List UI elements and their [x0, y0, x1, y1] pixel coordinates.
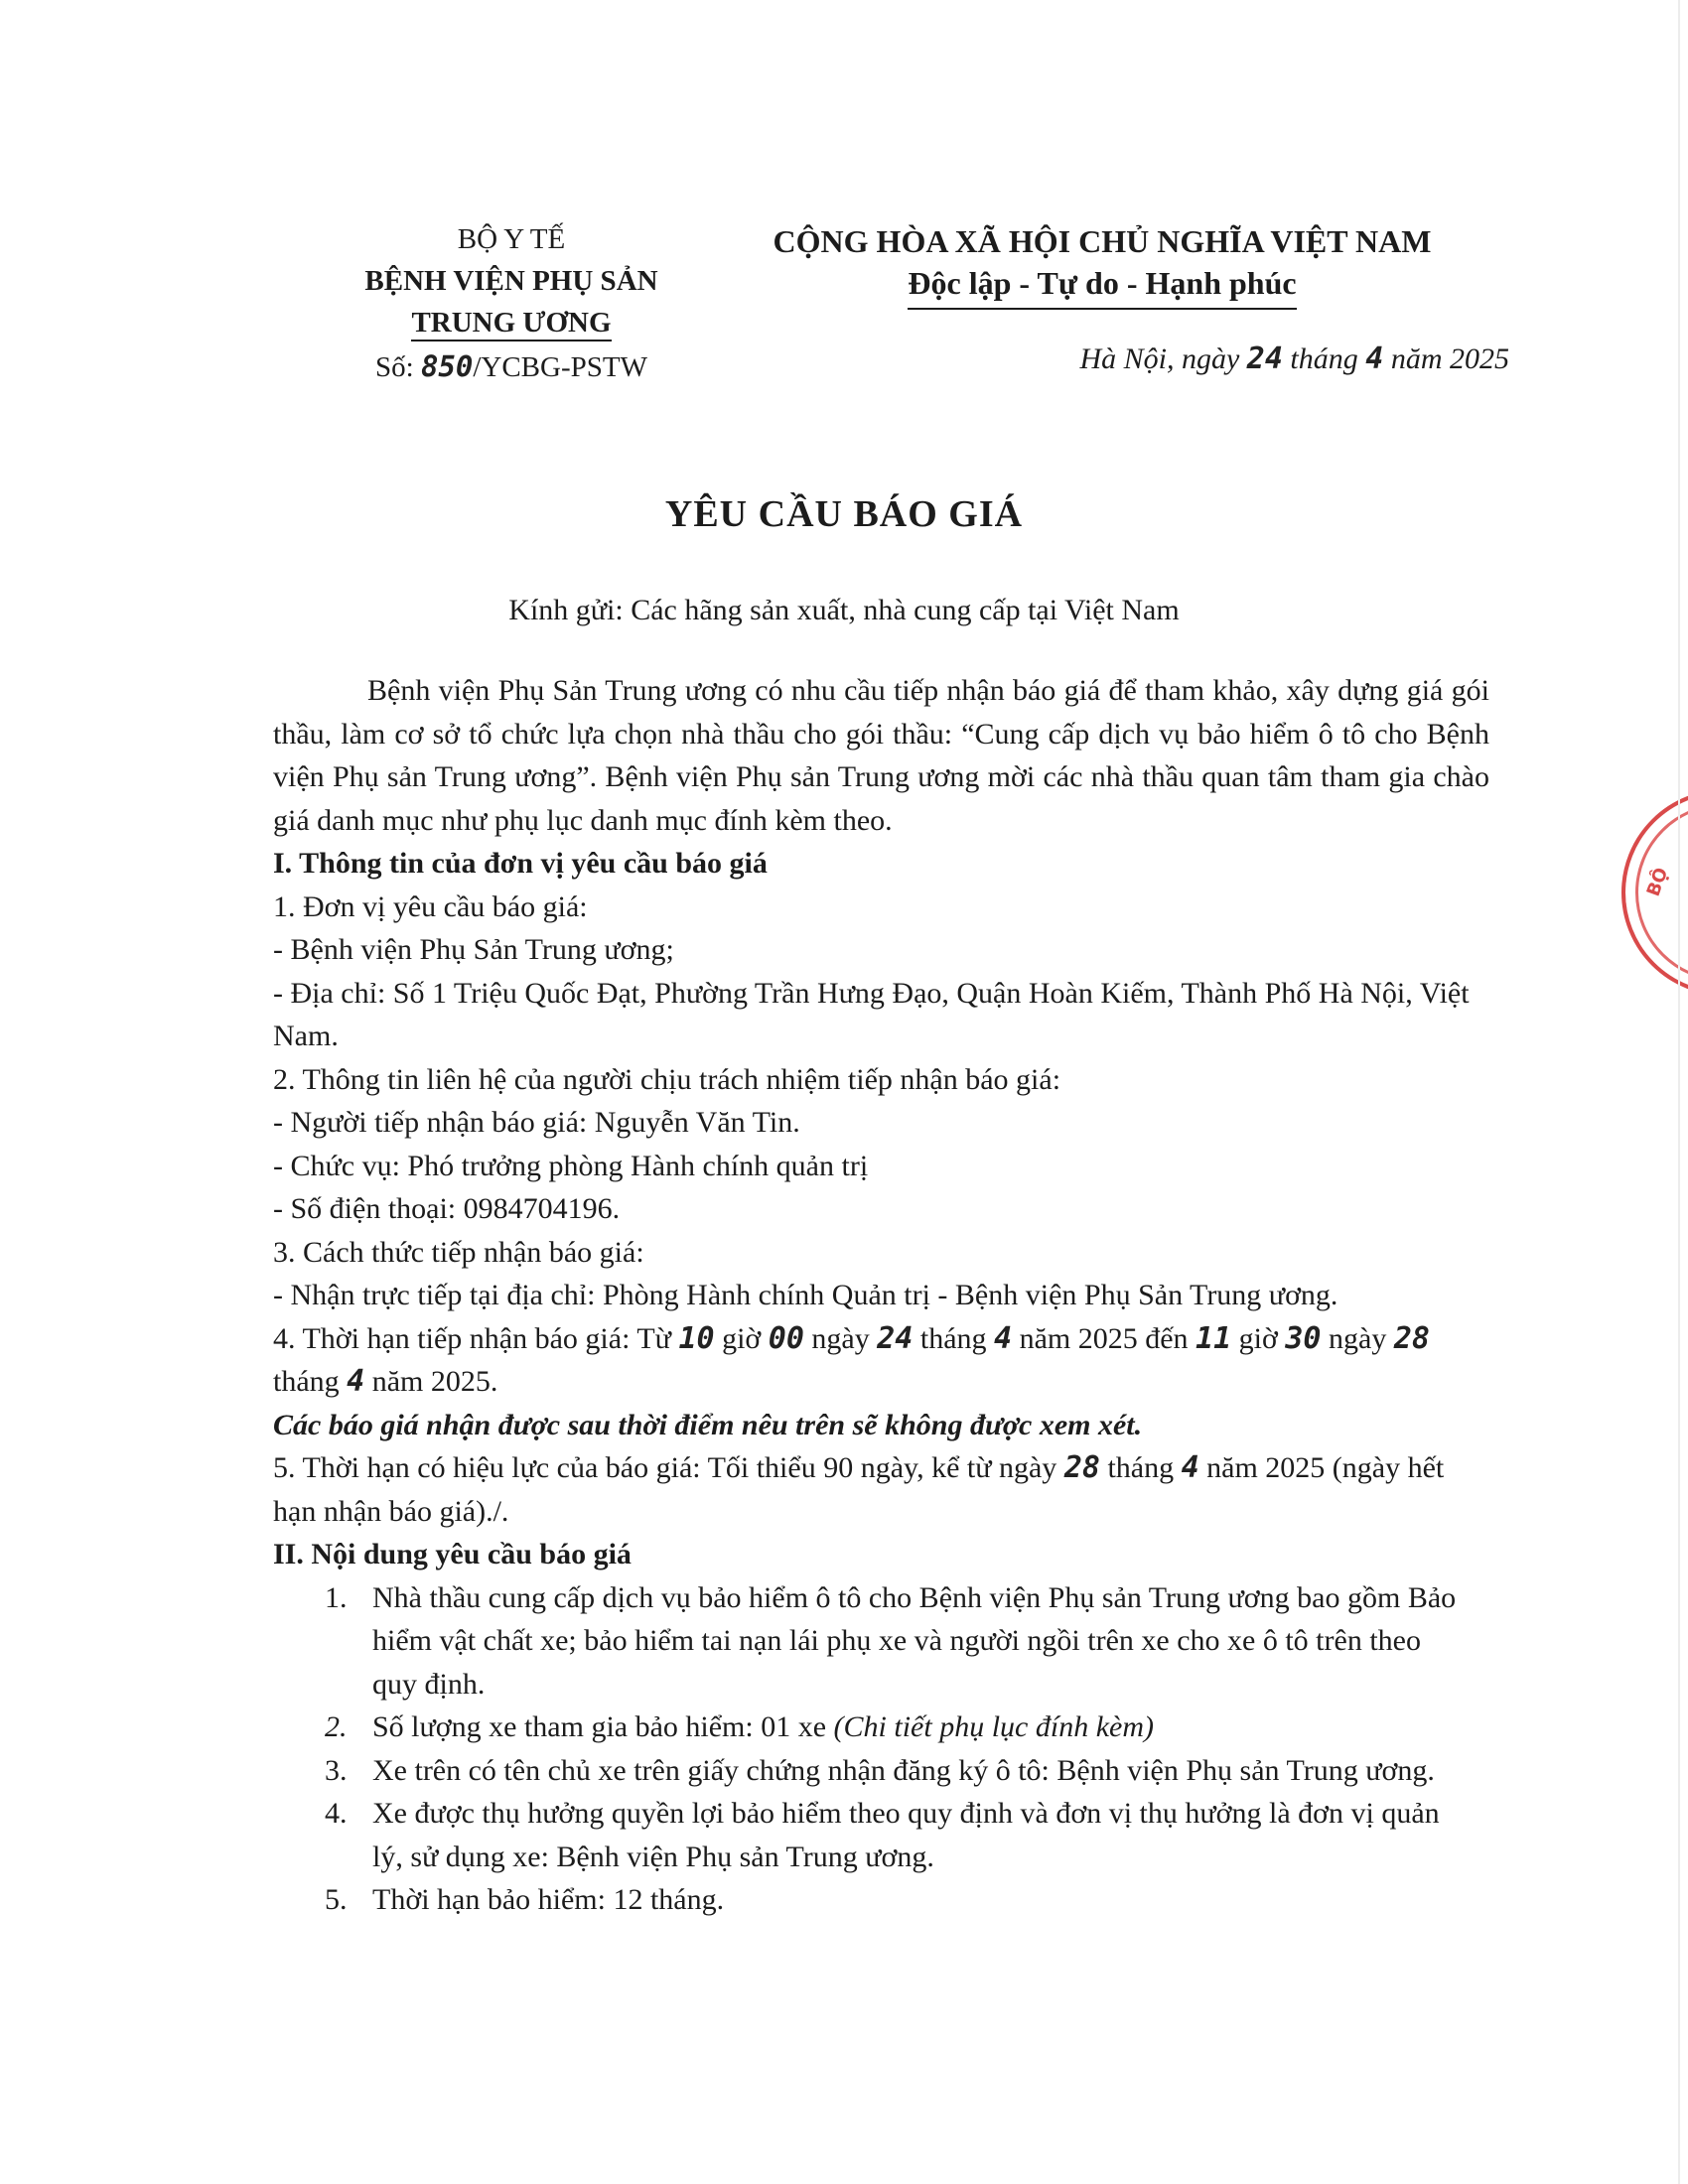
- hospital-name-line2: TRUNG ƯƠNG: [411, 306, 611, 341]
- item-1-title: 1. Đơn vị yêu cầu báo giá:: [273, 889, 588, 923]
- issuing-agency-block: [318, 218, 705, 388]
- document-title: YÊU CẦU BÁO GIÁ: [664, 493, 1024, 535]
- list-item: 4. Xe được thụ hưởng quyền lợi bảo hiểm theo quy định và đơn vị thụ hưởng là đơn vị quản lý, sử dụng xe: Bệnh viện Phụ sản Trung ương.: [325, 1797, 1440, 1873]
- national-title-block: [735, 220, 1470, 310]
- list-item: 5. Thời hạn bảo hiểm: 12 tháng.: [325, 1883, 725, 1916]
- country-name: CỘNG HÒA XÃ HỘI CHỦ NGHĨA VIỆT NAM: [773, 223, 1432, 259]
- item-2-title: 2. Thông tin liên hệ của người chịu trách nhiệm tiếp nhận báo giá:: [273, 1062, 1061, 1096]
- ministry-name: BỘ Y TẾ: [457, 223, 566, 255]
- document-number: Số: 850/YCBG-PSTW: [375, 349, 647, 383]
- list-item: 3. Xe trên có tên chủ xe trên giấy chứng nhận đăng ký ô tô: Bệnh viện Phụ sản Trung ương.: [325, 1753, 1435, 1787]
- item-2-phone: - Số điện thoại: 0984704196.: [273, 1192, 621, 1225]
- section-2-heading: II. Nội dung yêu cầu báo giá: [273, 1538, 632, 1570]
- item-2-position: - Chức vụ: Phó trưởng phòng Hành chính quản trị: [273, 1149, 869, 1182]
- hospital-name-line1: BỆNH VIỆN PHỤ SẢN: [364, 265, 658, 297]
- item-2-person: - Người tiếp nhận báo giá: Nguyễn Văn Tin.: [273, 1106, 800, 1139]
- section-1-heading: I. Thông tin của đơn vị yêu cầu báo giá: [273, 847, 768, 880]
- item-3-title: 3. Cách thức tiếp nhận báo giá:: [273, 1235, 644, 1269]
- document-body: [273, 669, 1489, 1922]
- list-item: 1. Nhà thầu cung cấp dịch vụ bảo hiểm ô tô cho Bệnh viện Phụ sản Trung ương bao gồm Bảo hiểm vật chất xe; bảo hiểm tai nạn lái phụ xe và người ngồi trên xe cho xe ô tô trên theo quy định.: [325, 1580, 1457, 1701]
- list-item: 2. Số lượng xe tham gia bảo hiểm: 01 xe (Chi tiết phụ lục đính kèm): [325, 1710, 1154, 1743]
- item-3-method: - Nhận trực tiếp tại địa chỉ: Phòng Hành chính Quản trị - Bệnh viện Phụ Sản Trung ương.: [273, 1279, 1338, 1311]
- greeting: Kính gửi: Các hãng sản xuất, nhà cung cấp tại Việt Nam: [508, 594, 1180, 626]
- item-1-name: - Bệnh viện Phụ Sản Trung ương;: [273, 933, 674, 966]
- document-number-handwritten: 850: [420, 349, 474, 383]
- national-motto: Độc lập - Tự do - Hạnh phúc: [908, 262, 1296, 310]
- item-4-deadline: 4. Thời hạn tiếp nhận báo giá: Từ 10 giờ 00 ngày 24 tháng 4 năm 2025 đến 11 giờ 30 ngày 28 tháng 4 năm 2025.: [273, 1320, 1430, 1399]
- item-1-address: - Địa chỉ: Số 1 Triệu Quốc Đạt, Phường Trần Hưng Đạo, Quận Hoàn Kiếm, Thành Phố Hà Nội, Việt Nam.: [273, 976, 1470, 1052]
- requirements-list: [273, 1576, 1489, 1922]
- item-5-validity: 5. Thời hạn có hiệu lực của báo giá: Tối thiểu 90 ngày, kể từ ngày 28 tháng 4 năm 2025 (ngày hết hạn nhận báo giá)./.: [273, 1450, 1445, 1528]
- red-seal-stamp: BỘ: [1621, 774, 1688, 1003]
- issue-date: Hà Nội, ngày 24 tháng 4 năm 2025: [1079, 341, 1509, 376]
- intro-paragraph: Bệnh viện Phụ Sản Trung ương có nhu cầu tiếp nhận báo giá để tham khảo, xây dựng giá gói thầu, làm cơ sở tổ chức lựa chọn nhà thầu cho gói thầu: “Cung cấp dịch vụ bảo hiểm ô tô cho Bệnh viện Phụ sản Trung ương”. Bệnh viện Phụ sản Trung ương mời các nhà thầu quan tâm tham gia chào giá danh mục như phụ lục danh mục đính kèm theo.: [273, 674, 1489, 837]
- scan-edge-line: [1678, 0, 1680, 2184]
- late-submission-notice: Các báo giá nhận được sau thời điểm nêu trên sẽ không được xem xét.: [273, 1408, 1143, 1441]
